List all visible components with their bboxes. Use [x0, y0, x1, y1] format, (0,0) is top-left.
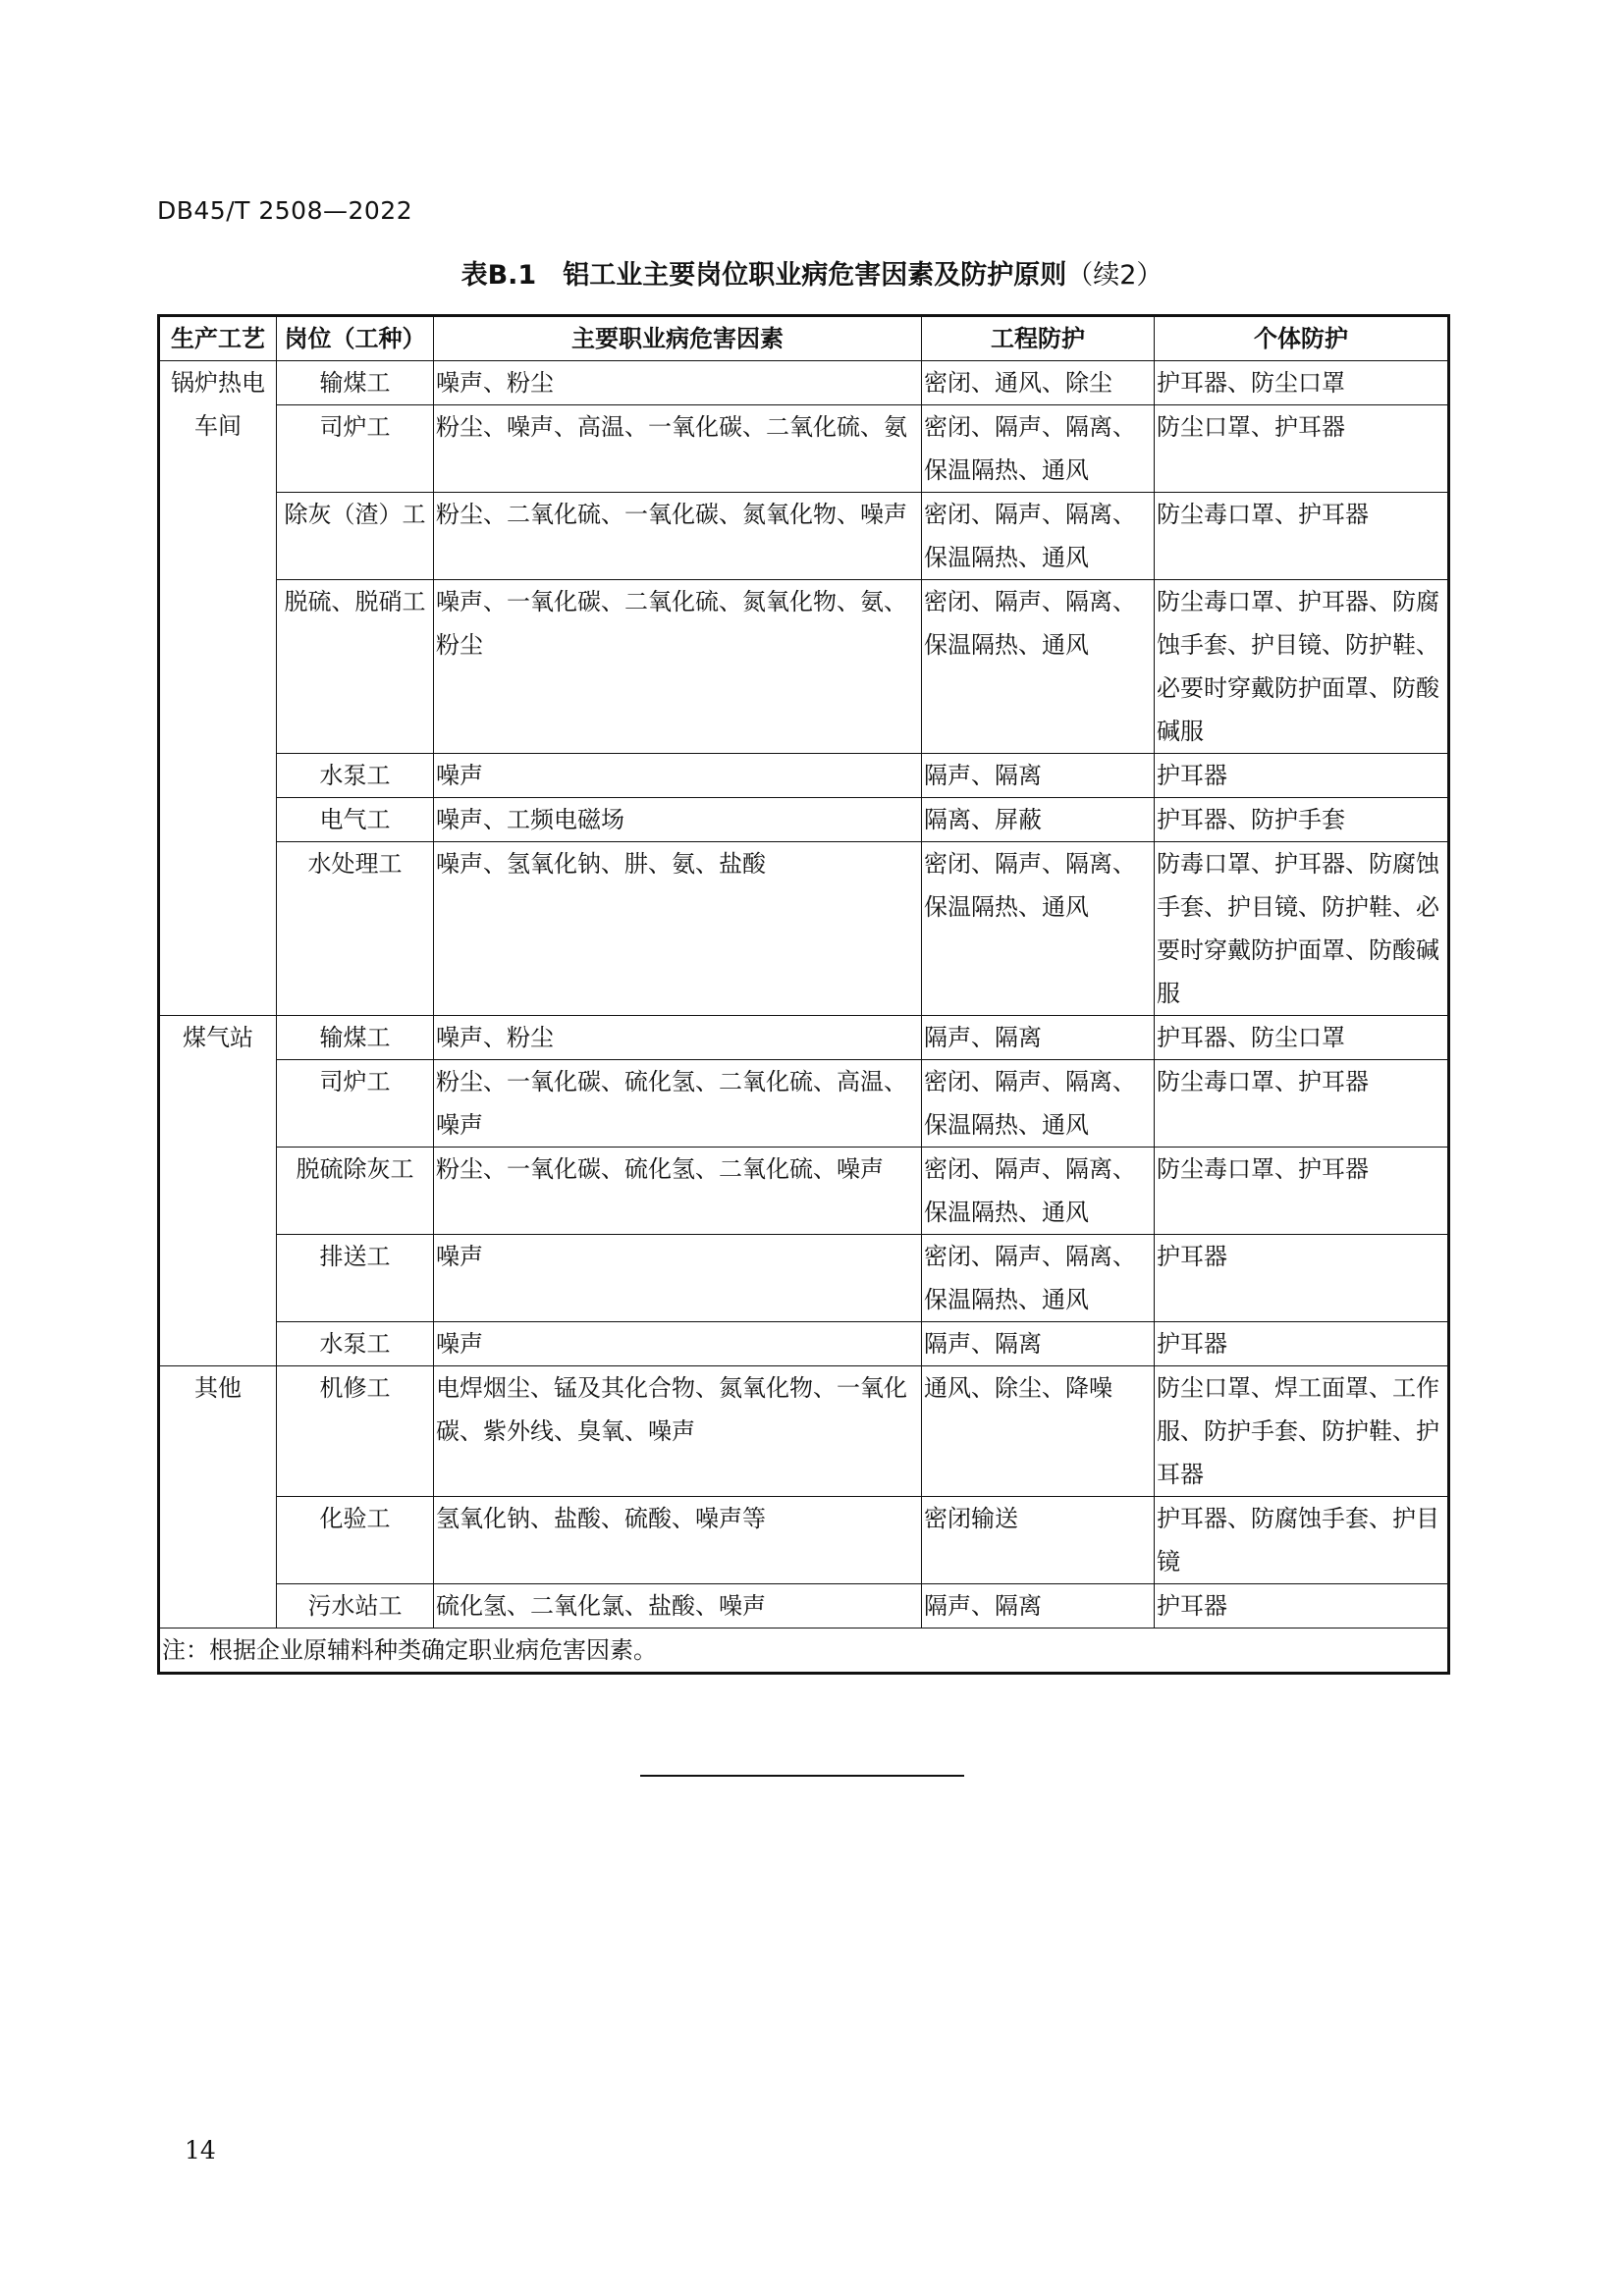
engineering-cell: 隔声、隔离: [922, 754, 1155, 798]
hazards-cell: 电焊烟尘、锰及其化合物、氮氧化物、一氧化碳、紫外线、臭氧、噪声: [434, 1366, 922, 1497]
table-header: [159, 316, 1449, 361]
personal-cell: 护耳器: [1155, 1322, 1449, 1366]
engineering-cell: 隔声、隔离: [922, 1584, 1155, 1629]
personal-cell: 防尘口罩、护耳器: [1155, 405, 1449, 493]
engineering-cell: 密闭、隔声、隔离、保温隔热、通风: [922, 493, 1155, 580]
post-cell: 脱硫、脱硝工: [277, 580, 434, 754]
engineering-cell: 密闭、隔声、隔离、保温隔热、通风: [922, 405, 1155, 493]
table-row: [159, 493, 1449, 580]
table-note: 注：根据企业原辅料种类确定职业病危害因素。: [159, 1629, 1449, 1674]
process-cell: [159, 1366, 277, 1629]
post-cell: 电气工: [277, 798, 434, 842]
post-cell: 化验工: [277, 1497, 434, 1584]
hazards-cell: 粉尘、一氧化碳、硫化氢、二氧化硫、高温、噪声: [434, 1060, 922, 1148]
end-rule: [640, 1775, 964, 1777]
header-post: 岗位（工种）: [277, 316, 434, 361]
engineering-cell: 隔声、隔离: [922, 1016, 1155, 1060]
personal-cell: 防毒口罩、护耳器、防腐蚀手套、护目镜、防护鞋、必要时穿戴防护面罩、防酸碱服: [1155, 842, 1449, 1016]
personal-cell: 防尘毒口罩、护耳器、防腐蚀手套、护目镜、防护鞋、必要时穿戴防护面罩、防酸碱服: [1155, 580, 1449, 754]
personal-cell: 防尘毒口罩、护耳器: [1155, 1060, 1449, 1148]
table-row: [159, 1497, 1449, 1584]
personal-cell: 防尘毒口罩、护耳器: [1155, 1148, 1449, 1235]
process-label: 其他: [194, 1374, 242, 1402]
hazards-cell: 噪声、粉尘: [434, 1016, 922, 1060]
process-cell: [159, 1016, 277, 1366]
hazards-cell: 氢氧化钠、盐酸、硫酸、噪声等: [434, 1497, 922, 1584]
personal-cell: 护耳器、防尘口罩: [1155, 1016, 1449, 1060]
table-row: [159, 842, 1449, 1016]
post-cell: 机修工: [277, 1366, 434, 1497]
note-row: [159, 1629, 1449, 1674]
hazards-cell: 噪声: [434, 754, 922, 798]
table-row: [159, 361, 1449, 405]
personal-cell: 护耳器、防腐蚀手套、护目镜: [1155, 1497, 1449, 1584]
engineering-cell: 密闭输送: [922, 1497, 1155, 1584]
post-cell: 除灰（渣）工: [277, 493, 434, 580]
header-personal: 个体防护: [1155, 316, 1449, 361]
table-title-main: 表B.1 铝工业主要岗位职业病危害因素及防护原则: [460, 260, 1067, 291]
personal-cell: 防尘口罩、焊工面罩、工作服、防护手套、防护鞋、护耳器: [1155, 1366, 1449, 1497]
table-row: [159, 1366, 1449, 1497]
post-cell: 水处理工: [277, 842, 434, 1016]
table-row: [159, 405, 1449, 493]
engineering-cell: 密闭、隔声、隔离、保温隔热、通风: [922, 580, 1155, 754]
post-cell: 水泵工: [277, 754, 434, 798]
post-cell: 水泵工: [277, 1322, 434, 1366]
post-cell: 脱硫除灰工: [277, 1148, 434, 1235]
personal-cell: 防尘毒口罩、护耳器: [1155, 493, 1449, 580]
process-label: 锅炉热电车间: [171, 369, 265, 440]
personal-cell: 护耳器: [1155, 1584, 1449, 1629]
header-row: [159, 316, 1449, 361]
engineering-cell: 隔离、屏蔽: [922, 798, 1155, 842]
header-hazards: 主要职业病危害因素: [434, 316, 922, 361]
post-cell: 排送工: [277, 1235, 434, 1322]
personal-cell: 护耳器: [1155, 1235, 1449, 1322]
engineering-cell: 通风、除尘、降噪: [922, 1366, 1155, 1497]
personal-cell: 护耳器、防尘口罩: [1155, 361, 1449, 405]
hazards-cell: 噪声、工频电磁场: [434, 798, 922, 842]
document-id: DB45/T 2508—2022: [157, 196, 413, 225]
table-row: [159, 1322, 1449, 1366]
engineering-cell: 密闭、隔声、隔离、保温隔热、通风: [922, 1148, 1155, 1235]
table-row: [159, 1235, 1449, 1322]
hazards-cell: 粉尘、噪声、高温、一氧化碳、二氧化硫、氨: [434, 405, 922, 493]
table-row: [159, 1060, 1449, 1148]
hazards-cell: 噪声、一氧化碳、二氧化硫、氮氧化物、氨、粉尘: [434, 580, 922, 754]
post-cell: 污水站工: [277, 1584, 434, 1629]
table-title: [0, 253, 1624, 292]
header-process: 生产工艺: [159, 316, 277, 361]
table-row: [159, 798, 1449, 842]
engineering-cell: 密闭、隔声、隔离、保温隔热、通风: [922, 1060, 1155, 1148]
process-cell: [159, 361, 277, 1016]
engineering-cell: 密闭、隔声、隔离、保温隔热、通风: [922, 842, 1155, 1016]
hazards-cell: 硫化氢、二氧化氯、盐酸、噪声: [434, 1584, 922, 1629]
post-cell: 司炉工: [277, 405, 434, 493]
hazards-cell: 噪声、粉尘: [434, 361, 922, 405]
post-cell: 输煤工: [277, 1016, 434, 1060]
hazard-table: [157, 314, 1450, 1675]
table-row: [159, 1148, 1449, 1235]
table-row: [159, 754, 1449, 798]
process-label: 煤气站: [183, 1024, 253, 1051]
personal-cell: 护耳器: [1155, 754, 1449, 798]
engineering-cell: 密闭、通风、除尘: [922, 361, 1155, 405]
page-number: 14: [185, 2136, 216, 2164]
hazards-cell: 噪声、氢氧化钠、肼、氨、盐酸: [434, 842, 922, 1016]
hazards-cell: 噪声: [434, 1322, 922, 1366]
table-row: [159, 580, 1449, 754]
personal-cell: 护耳器、防护手套: [1155, 798, 1449, 842]
engineering-cell: 隔声、隔离: [922, 1322, 1155, 1366]
header-engineering: 工程防护: [922, 316, 1155, 361]
hazards-cell: 噪声: [434, 1235, 922, 1322]
table-title-continuation: （续2）: [1066, 260, 1164, 291]
hazards-cell: 粉尘、二氧化硫、一氧化碳、氮氧化物、噪声: [434, 493, 922, 580]
engineering-cell: 密闭、隔声、隔离、保温隔热、通风: [922, 1235, 1155, 1322]
table-row: [159, 1584, 1449, 1629]
post-cell: 司炉工: [277, 1060, 434, 1148]
table-body: [159, 361, 1449, 1674]
hazards-cell: 粉尘、一氧化碳、硫化氢、二氧化硫、噪声: [434, 1148, 922, 1235]
post-cell: 输煤工: [277, 361, 434, 405]
table-row: [159, 1016, 1449, 1060]
